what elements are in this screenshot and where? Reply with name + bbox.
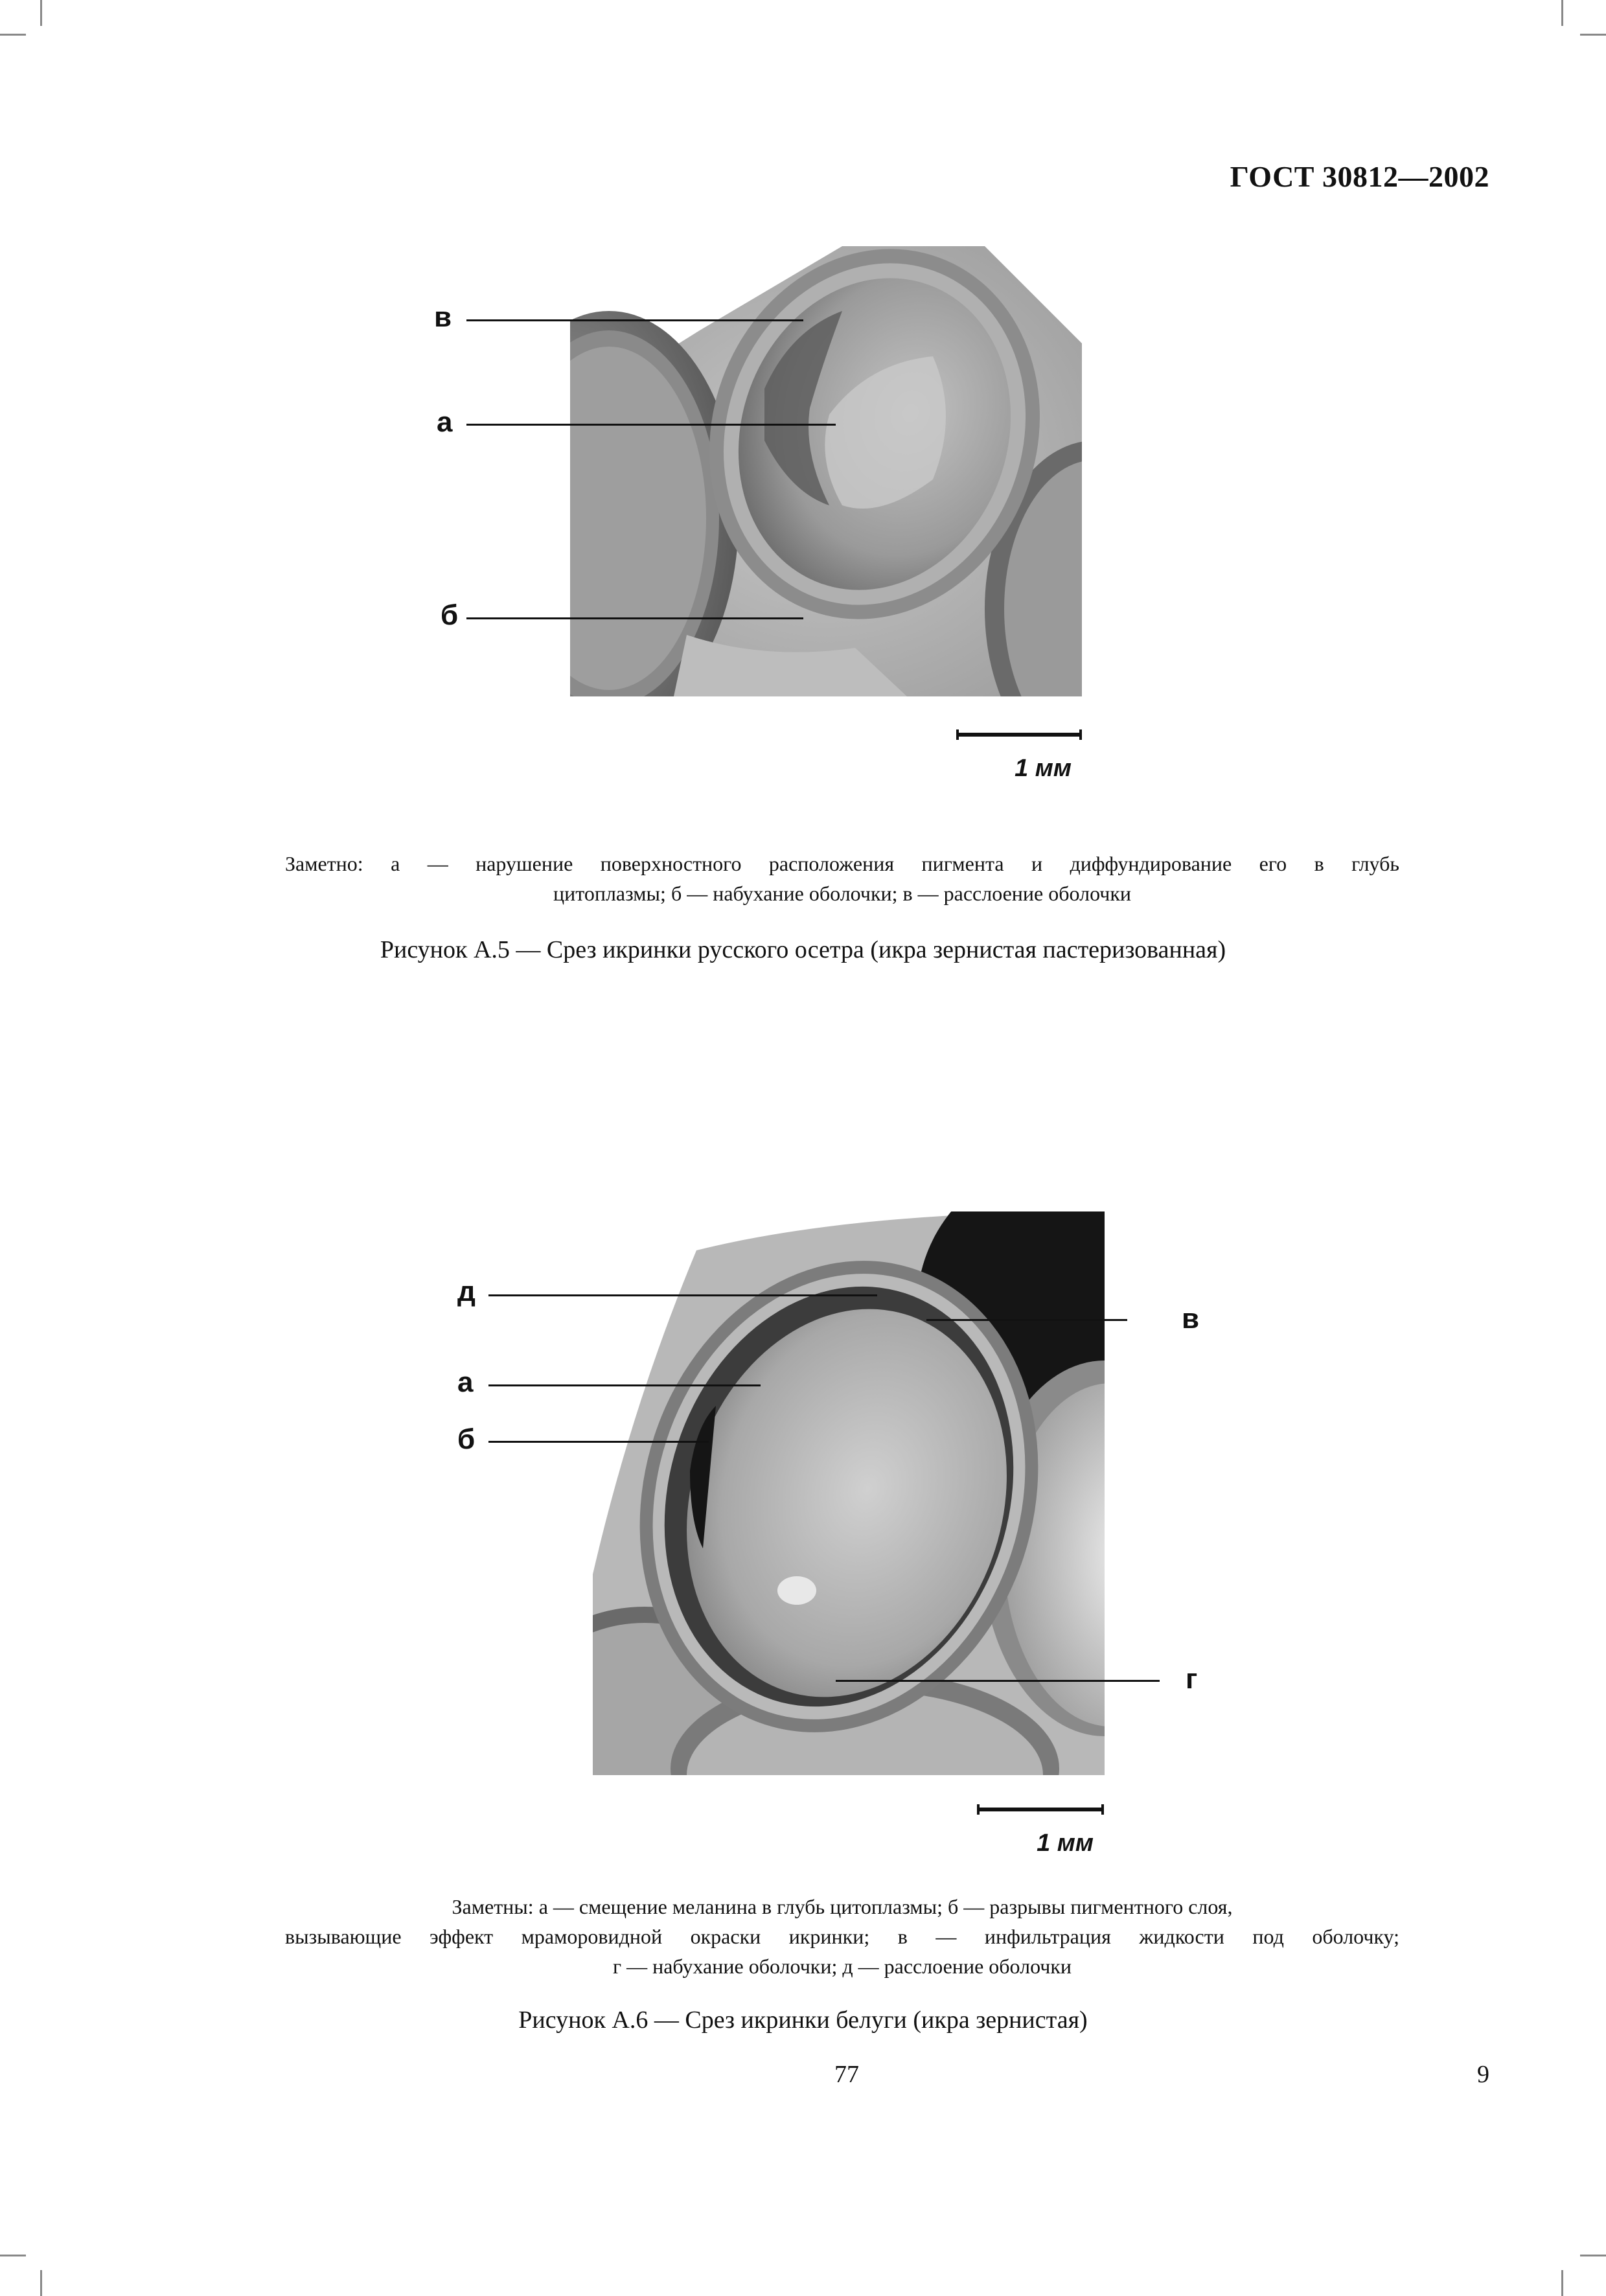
page-number-center: 77 — [834, 2061, 859, 2088]
leader-line-a6-g — [836, 1680, 1160, 1682]
leader-line-a5-b — [466, 617, 803, 619]
scale-bar-line — [977, 1808, 1104, 1811]
leader-line-a5-a — [466, 424, 836, 426]
scale-bar-label: 1 мм — [1015, 755, 1072, 782]
leader-line-a6-b — [488, 1441, 709, 1443]
figure-a6-label-b: б — [457, 1423, 476, 1455]
figure-a6-note-line3: г — набухание оболочки; д — расслоение оболочки — [612, 1955, 1072, 1978]
crop-mark-top-right-h — [1580, 34, 1606, 36]
page-number-right: 9 — [1477, 2061, 1489, 2088]
figure-a6-caption: Рисунок А.6 — Срез икринки белуги (икра зернистая) — [518, 2006, 1088, 2034]
figure-a6-note — [285, 1892, 1399, 1981]
figure-a5-note — [285, 849, 1399, 908]
crop-mark-bottom-left-h — [0, 2255, 26, 2256]
figure-a5-label-v: в — [434, 301, 452, 333]
crop-mark-bottom-right-h — [1580, 2255, 1606, 2256]
figure-a6-note-line1: Заметны: а — смещение меланина в глубь цитоплазмы; б — разрывы пигментного слоя, — [452, 1895, 1233, 1918]
crop-mark-bottom-left-v — [40, 2270, 42, 2296]
crop-mark-top-left-h — [0, 34, 26, 36]
scale-bar-line — [956, 733, 1082, 737]
leader-line-a6-v — [926, 1319, 1127, 1321]
figure-a5-photo — [570, 246, 1082, 696]
figure-a5-caption: Рисунок А.5 — Срез икринки русского осетра (икра зернистая пастеризованная) — [380, 936, 1226, 963]
figure-a5-label-b: б — [441, 599, 459, 631]
figure-a5-note-line1: Заметно: а — нарушение поверхностного расположения пигмента и диффундирование его в глубь — [285, 852, 1399, 875]
figure-a5-note-line2: цитоплазмы; б — набухание оболочки; в — расслоение оболочки — [553, 882, 1131, 905]
leader-line-a5-v — [466, 319, 803, 321]
scale-bar-label: 1 мм — [1037, 1830, 1094, 1857]
crop-mark-top-left-v — [40, 0, 42, 26]
figure-a6-label-a: а — [457, 1366, 474, 1398]
figure-a6-label-v: в — [1182, 1303, 1200, 1335]
crop-mark-top-right-v — [1561, 0, 1563, 26]
leader-line-a6-a — [488, 1384, 761, 1386]
figure-a6-label-g: г — [1186, 1663, 1198, 1695]
figure-a6-label-d: д — [457, 1276, 476, 1307]
figure-a5-label-a: а — [437, 406, 453, 438]
crop-mark-bottom-right-v — [1561, 2270, 1563, 2296]
standard-code: ГОСТ 30812—2002 — [1230, 160, 1489, 193]
figure-a6-note-line2: вызывающие эффект мраморовидной окраски икринки; в — инфильтрация жидкости под оболочку; — [285, 1925, 1399, 1948]
leader-line-a6-d — [488, 1294, 877, 1296]
